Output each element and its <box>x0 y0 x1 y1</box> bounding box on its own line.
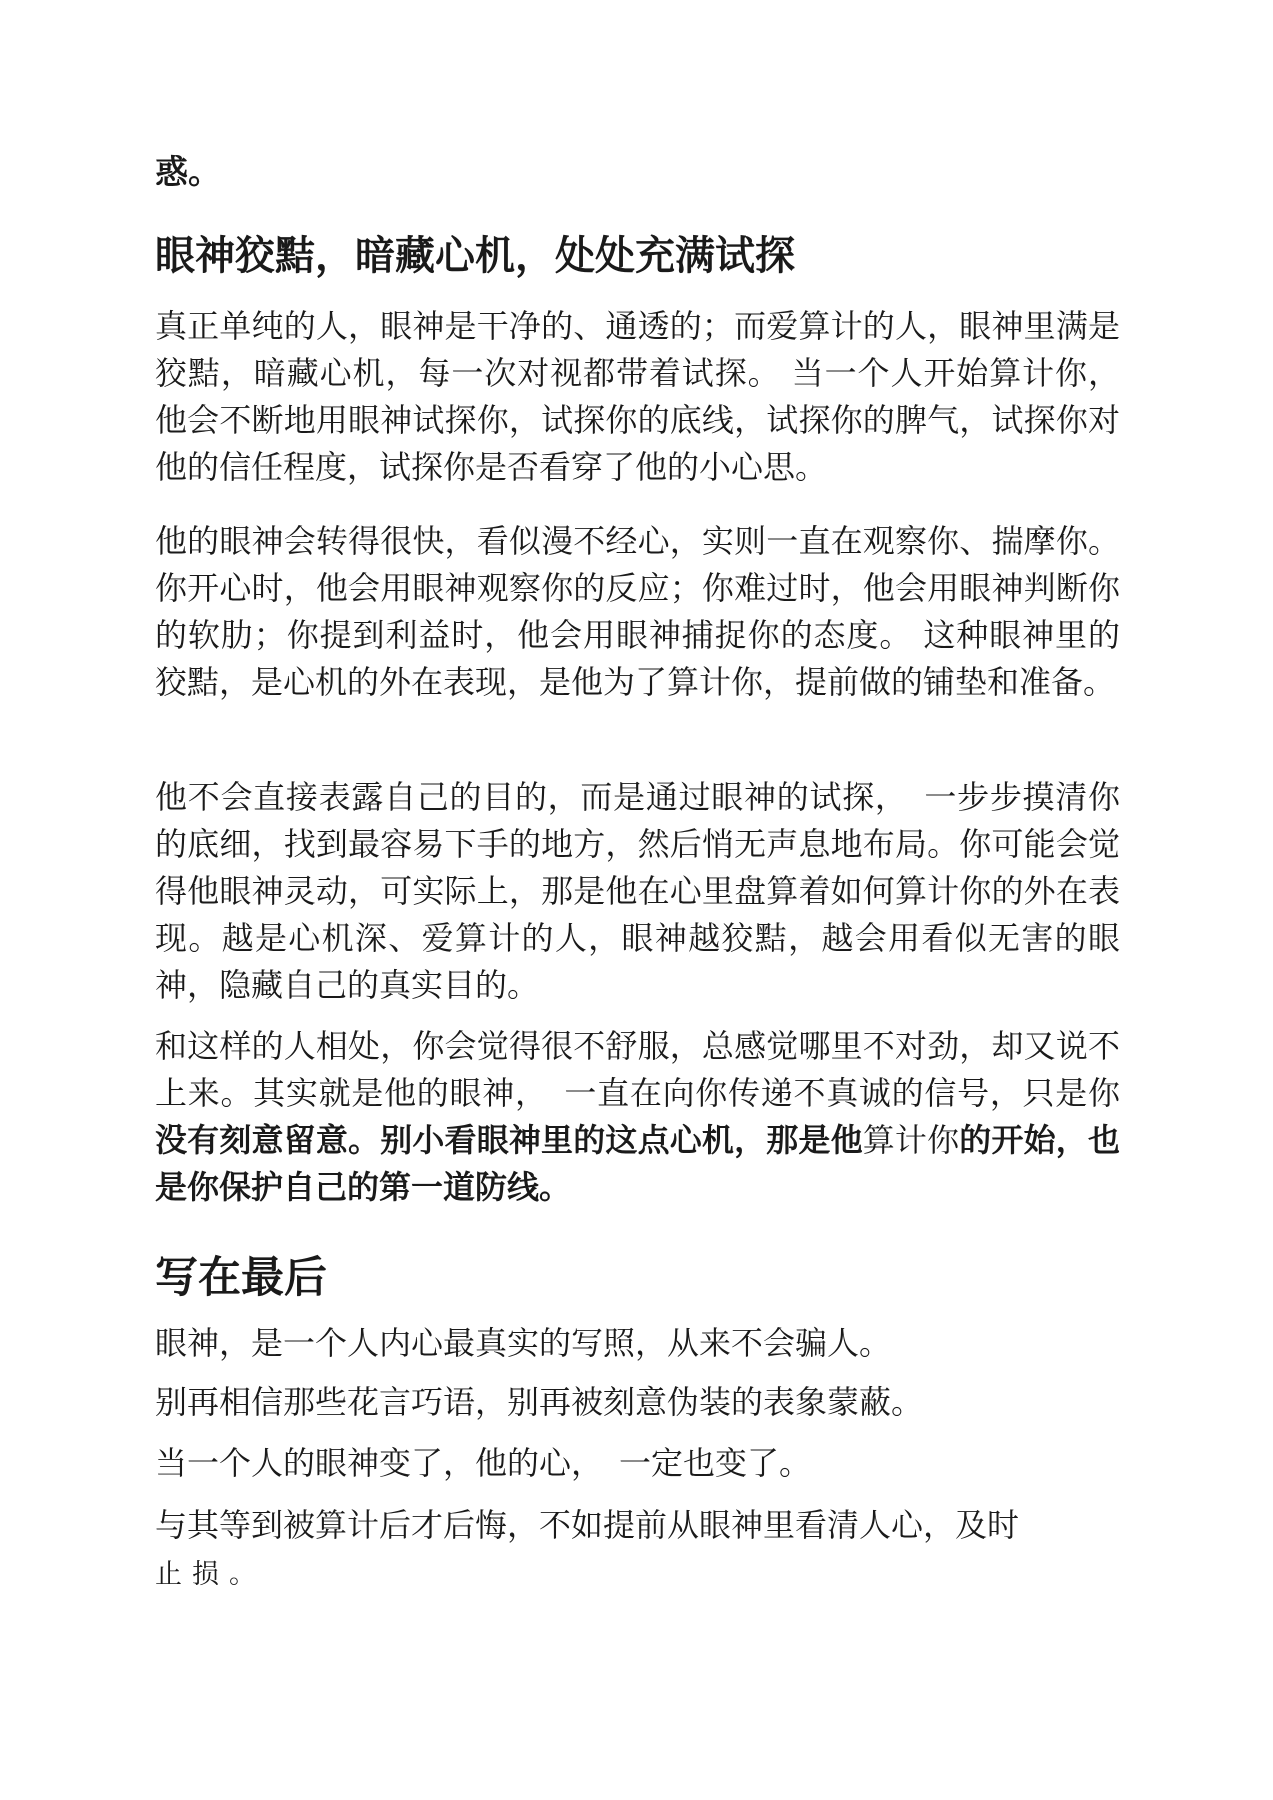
closing-paragraph-4 <box>155 1502 1120 1598</box>
closing-paragraph-3: 当一个人的眼神变了，他的心， 一定也变了。 <box>155 1444 812 1482</box>
paragraph-2: 他的眼神会转得很快，看似漫不经心，实则一直在观察你、揣摩你。你开心时，他会用眼神观察你的反应；你难过时，他会用眼神判断你的软肋；你提到利益时，他会用眼神捕捉你的态度。 这种眼神里的狡黠，是心机的外在表现，是他为了算计你，提前做的铺垫和准备。 <box>155 522 1120 701</box>
paragraph-4-bold-1: 没有刻意留意。别小看眼神里的这点心机，那是他 <box>155 1121 863 1159</box>
section-heading-1: 眼神狡黠，暗藏心机，处处充满试探 <box>155 233 795 279</box>
paragraph-3: 他不会直接表露自己的目的，而是通过眼神的试探， 一步步摸清你的底细，找到最容易下手的地方，然后悄无声息地布局。你可能会觉得他眼神灵动，可实际上，那是他在心里盘算着如何算计你的外在表现。越是心机深、爱算计的人，眼神越狡黠，越会用看似无害的眼神，隐藏自己的真实目的。 <box>155 778 1120 1004</box>
closing-paragraph-2: 别再相信那些花言巧语，别再被刻意伪装的表象蒙蔽。 <box>155 1383 924 1421</box>
document-page <box>155 0 1120 1800</box>
paragraph-4-mid: 算计你 <box>862 1121 960 1159</box>
closing-paragraph-1: 眼神，是一个人内心最真实的写照，从来不会骗人。 <box>155 1324 892 1362</box>
paragraph-4 <box>155 1023 1120 1211</box>
paragraph-1: 真正单纯的人，眼神是干净的、通透的；而爱算计的人，眼神里满是狡黠，暗藏心机，每一次对视都带着试探。 当一个人开始算计你，他会不断地用眼神试探你，试探你的底线，试探你的脾气，试探你对他的信任程度，试探你是否看穿了他的小心思。 <box>155 307 1120 486</box>
closing-paragraph-4-text: 与其等到被算计后才后悔，不如提前从眼神里看清人心，及时 <box>155 1506 1020 1544</box>
closing-paragraph-4-tail: 止损。 <box>155 1559 266 1590</box>
paragraph-4-start: 和这样的人相处，你会觉得很不舒服，总感觉哪里不对劲，却又说不上来。其实就是他的眼神， 一直在向你传递不真诚的信号，只是你 <box>155 1027 1120 1112</box>
paragraph-4-bold-2: 的开始，也是你保护自己的第一道防线。 <box>155 1121 1120 1206</box>
carryover-text: 惑。 <box>155 152 221 191</box>
section-heading-2: 写在最后 <box>155 1253 327 1303</box>
